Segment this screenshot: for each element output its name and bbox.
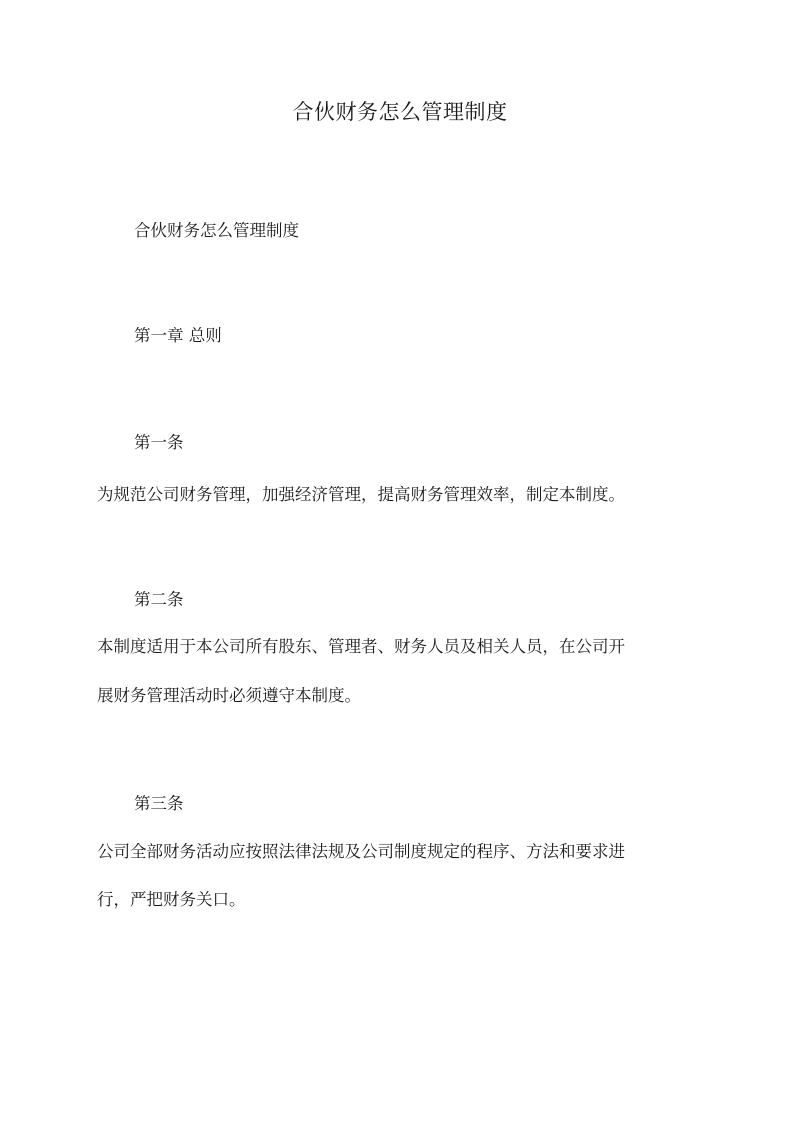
document-subtitle: 合伙财务怎么管理制度 (134, 221, 299, 240)
chapter-heading: 第一章 总则 (134, 326, 222, 345)
article-2-body-line-1: 本制度适用于本公司所有股东、管理者、财务人员及相关人员，在公司开 (97, 637, 625, 656)
article-1-body-line-1: 为规范公司财务管理，加强经济管理，提高财务管理效率，制定本制度。 (97, 485, 625, 504)
article-2-body-line-2: 展财务管理活动时必须遵守本制度。 (97, 686, 361, 705)
article-1-heading: 第一条 (134, 433, 184, 452)
document-title: 合伙财务怎么管理制度 (292, 100, 508, 124)
article-3-body-line-1: 公司全部财务活动应按照法律法规及公司制度规定的程序、方法和要求进 (97, 842, 625, 861)
article-2-heading: 第二条 (134, 590, 184, 609)
article-3-heading: 第三条 (134, 794, 184, 813)
article-3-body-line-2: 行，严把财务关口。 (97, 890, 246, 909)
